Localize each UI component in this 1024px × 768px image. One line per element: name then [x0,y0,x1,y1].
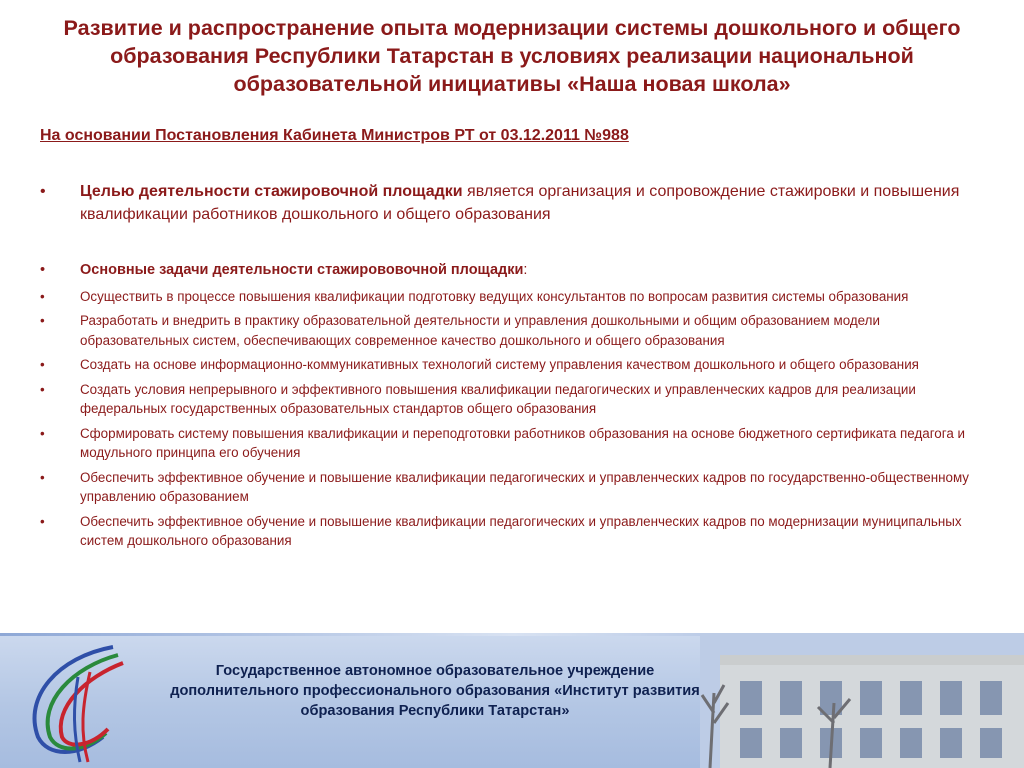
task-item [40,424,990,463]
institute-building-image [700,633,1024,768]
task-text: Сформировать систему повышения квалификации и переподготовки работников образования на основе бюджетного сертификата педагога и модульного принципа его обучения [80,425,965,460]
task-text: Создать условия непрерывного и эффективного повышения квалификации педагогических и управленческих кадров для реализации федеральных государственных образовательных стандартов общего образования [80,381,916,416]
slide-title: Развитие и распространение опыта модернизации системы дошкольного и общего образования Республики Татарстан в условиях реализации национальной образовательной инициативы «Наша новая школа» [63,16,961,96]
footer-banner [0,633,1024,768]
task-text: Разработать и внедрить в практику образовательной деятельности и управления дошкольными и общим образованием модели образовательных систем, обеспечивающих современное качество дошкольного и общего образования [80,313,880,348]
bullet-marker: • [40,425,45,441]
task-text: Осуществить в процессе повышения квалификации подготовку ведущих консультантов по вопросам развития системы образования [80,288,909,304]
organization-name: Государственное автономное образовательное учреждение дополнительного профессионального образования «Институт развития образования Республики Татарстан» [170,663,700,719]
bullet-marker: • [40,469,45,485]
bullet-marker: • [40,357,45,372]
task-item [40,380,990,419]
tasks-list [40,261,990,556]
institute-logo-icon [18,637,138,767]
task-items [40,287,990,551]
bullet-marker: • [40,183,46,200]
tasks-heading-bold: Основные задачи деятельности стажирововочной площадки [80,262,524,278]
tasks-heading-suffix: : [523,262,528,278]
goal-text [80,180,1000,226]
goal-paragraph [40,180,1000,226]
task-text: Обеспечить эффективное обучение и повышение квалификации педагогических и управленческих кадров по модернизации муниципальных систем дошкольного образования [80,513,962,548]
task-item [40,468,990,507]
goal-bold-lead: Целью деятельности стажировочной площадки [80,183,463,200]
task-text: Создать на основе информационно-коммуникативных технологий систему управления качеством дошкольного и общего образования [80,357,919,372]
task-text: Обеспечить эффективное обучение и повышение квалификации педагогических и управленческих кадров по государственно-общественному управлению образованием [80,469,969,504]
basis-reference: На основании Постановления Кабинета Министров РТ от 03.12.2011 №988 [40,127,629,144]
goal-body: является организация и сопровождение стажировки и повышения квалификации работников дошкольного и общего образования [80,183,960,223]
task-item [40,355,990,375]
bullet-marker: • [40,381,45,397]
tasks-heading [40,261,990,281]
bullet-marker: • [40,262,46,278]
task-item [40,287,990,307]
bullet-marker: • [40,288,45,304]
task-item [40,311,990,350]
bullet-marker: • [40,313,45,328]
task-item [40,512,990,551]
bullet-marker: • [40,513,45,529]
